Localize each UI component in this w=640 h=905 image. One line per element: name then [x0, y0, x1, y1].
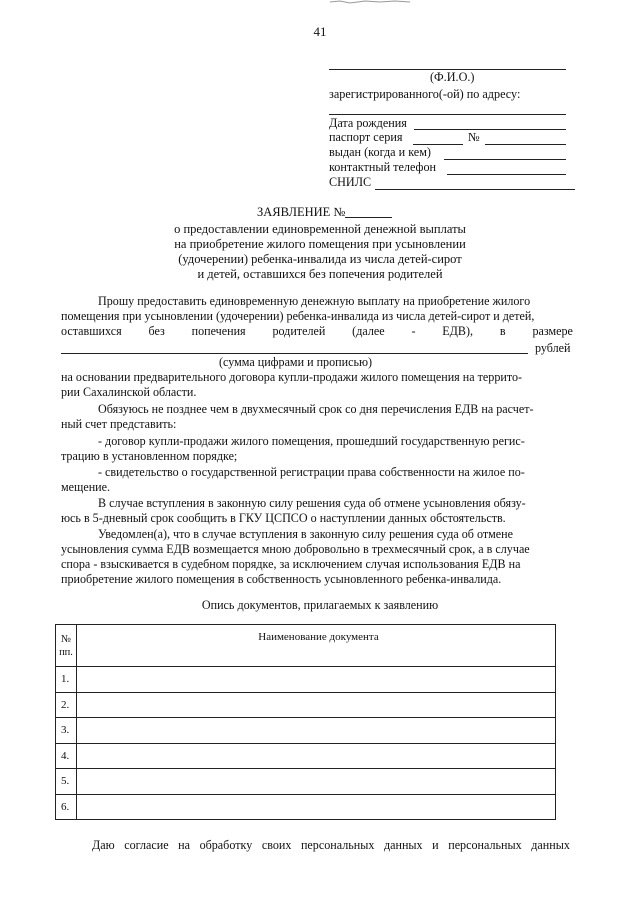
table-row	[56, 667, 556, 693]
paragraph-court-line-1: В случае вступления в законную силу решения суда об отмене усыновления обязу-	[98, 496, 526, 510]
list-item-contract-line-2: трацию в установленном порядке;	[61, 449, 238, 463]
word: обработку	[199, 838, 253, 852]
scan-artifact	[330, 0, 410, 4]
word: персональных	[448, 838, 522, 852]
paragraph-request-line-6: рии Сахалинской области.	[61, 385, 197, 399]
word: данных	[531, 838, 570, 852]
statement-title-line-2: на приобретение жилого помещения при усыновлении	[174, 237, 466, 251]
list-item-contract-line-1: - договор купли-продажи жилого помещения, прошедший государственную регис-	[98, 434, 525, 448]
word: -	[411, 324, 416, 338]
word: своих	[261, 838, 292, 852]
documents-table	[55, 624, 556, 820]
phone-label: контактный телефон	[329, 160, 437, 174]
row-number: 5.	[56, 769, 77, 795]
amount-field[interactable]	[61, 353, 528, 354]
paragraph-court-line-2: юсь в 5-дневный срок сообщить в ГКУ ЦСПСО о наступлении данных обстоятельств.	[61, 511, 506, 525]
table-row	[56, 794, 556, 820]
row-number: 3.	[56, 718, 77, 744]
birth-date-label: Дата рождения	[329, 116, 407, 130]
paragraph-obligation-line-1: Обязуюсь не позднее чем в двухмесячный срок со дня перечисления ЕДВ на расчет-	[98, 402, 534, 416]
document-name-cell[interactable]	[77, 794, 556, 820]
table-row	[56, 769, 556, 795]
issued-field[interactable]	[444, 159, 566, 160]
word: оставшихся	[61, 324, 122, 338]
word: попечения	[191, 324, 246, 338]
word: в	[499, 324, 506, 338]
word: Даю	[92, 838, 115, 852]
statement-title-line-4: и детей, оставшихся без попечения родителей	[197, 267, 443, 281]
sum-caption: (сумма цифрами и прописью)	[219, 355, 373, 369]
address-label: зарегистрированного(-ой) по адресу:	[329, 87, 521, 101]
row-number: 2.	[56, 692, 77, 718]
list-item-certificate-line-1: - свидетельство о государственной регистрации права собственности на жилое по-	[98, 465, 525, 479]
document-name-cell[interactable]	[77, 743, 556, 769]
document-name-cell[interactable]	[77, 667, 556, 693]
row-number: 4.	[56, 743, 77, 769]
document-name-cell[interactable]	[77, 718, 556, 744]
paragraph-request-line-3	[61, 324, 573, 339]
phone-field[interactable]	[447, 174, 566, 175]
word: на	[178, 838, 190, 852]
paragraph-notice-line-3: спора - взыскивается в судебном порядке, за исключением случая использования ЕДВ на	[61, 557, 521, 571]
paragraph-notice-line-2: усыновления сумма ЕДВ возмещается мною добровольно в трехмесячный срок, а в случае	[61, 542, 530, 556]
statement-title-line-3: (удочерении) ребенка-инвалида из числа детей-сирот	[178, 252, 462, 266]
word: (далее	[352, 324, 385, 338]
address-line[interactable]	[329, 114, 566, 115]
document-name-cell[interactable]	[77, 769, 556, 795]
list-item-certificate-line-2: мещение.	[61, 480, 111, 494]
paragraph-notice-line-4: приобретение жилого помещения в собственность усыновленного ребенка-инвалида.	[61, 572, 502, 586]
snils-label: СНИЛС	[329, 175, 372, 189]
table-row	[56, 743, 556, 769]
snils-field[interactable]	[375, 189, 575, 190]
fio-label: (Ф.И.О.)	[430, 70, 475, 84]
paragraph-notice-line-1: Уведомлен(а), что в случае вступления в законную силу решения суда об отмене	[98, 527, 514, 541]
word: родителей	[272, 324, 326, 338]
page-number: 41	[313, 24, 327, 39]
table-row	[56, 692, 556, 718]
word: согласие	[124, 838, 169, 852]
table-row	[56, 718, 556, 744]
issued-label: выдан (когда и кем)	[329, 145, 431, 159]
statement-title-line-1: о предоставлении единовременной денежной выплаты	[174, 222, 466, 236]
statement-number-field[interactable]	[345, 217, 392, 218]
paragraph-request-line-5: на основании предварительного договора купли-продажи жилого помещения на террито-	[61, 370, 523, 384]
document-name-cell[interactable]	[77, 692, 556, 718]
consent-line	[92, 838, 570, 853]
word: без	[148, 324, 165, 338]
table-header-row	[56, 625, 556, 667]
word: персональных	[300, 838, 375, 852]
word: ЕДВ),	[442, 324, 474, 338]
header-number: № пп.	[56, 625, 77, 667]
row-number: 1.	[56, 667, 77, 693]
word: размере	[532, 324, 573, 338]
passport-number-field[interactable]	[485, 144, 566, 145]
passport-series-label: паспорт серия	[329, 130, 403, 144]
statement-heading: ЗАЯВЛЕНИЕ №	[257, 205, 346, 219]
documents-caption: Опись документов, прилагаемых к заявлению	[201, 598, 439, 612]
paragraph-obligation-line-2: ный счет представить:	[61, 417, 177, 431]
row-number: 6.	[56, 794, 77, 820]
passport-number-label: №	[468, 130, 480, 144]
word: и	[432, 838, 439, 852]
header-document-name: Наименование документа	[77, 625, 556, 667]
paragraph-request-line-2: помещения при усыновлении (удочерении) ребенка-инвалида из числа детей-сирот и детей,	[61, 309, 535, 323]
paragraph-request-line-1: Прошу предоставить единовременную денежную выплату на приобретение жилого	[98, 294, 531, 308]
word: данных	[383, 838, 423, 852]
rubles-label: рублей	[535, 341, 571, 355]
birth-date-field[interactable]	[414, 129, 566, 130]
